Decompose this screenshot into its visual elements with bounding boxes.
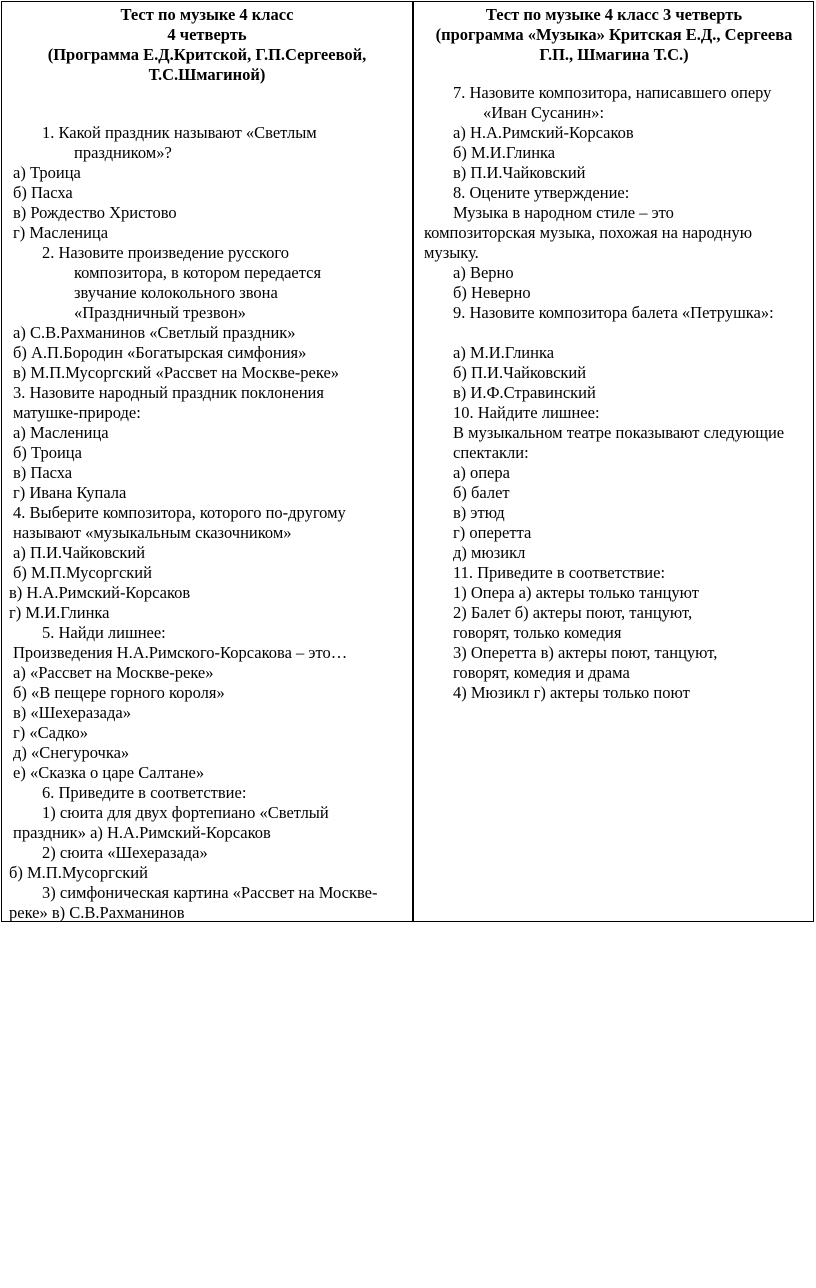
question-line: композиторская музыка, похожая на народную [424,223,753,242]
answer-option: г) М.И.Глинка [9,603,110,622]
question-7: 7. Назовите композитора, написавшего оперу [453,83,772,102]
answer-option: а) Троица [13,163,81,182]
answer-option: а) Масленица [13,423,109,442]
question-line: музыку. [424,243,479,262]
answer-option: б) А.П.Бородин «Богатырская симфония» [13,343,307,362]
question-line: называют «музыкальным сказочником» [13,523,292,542]
question-line: праздником»? [74,143,172,162]
answer-option: а) П.И.Чайковский [13,543,146,562]
answer-option: е) «Сказка о царе Салтане» [13,763,205,782]
answer-option: д) «Снегурочка» [13,743,130,762]
question-line: Музыка в народном стиле – это [453,203,674,222]
answer-option: в) П.И.Чайковский [453,163,586,182]
match-item: 4) Мюзикл г) актеры только поют [453,683,690,702]
answer-option: г) оперетта [453,523,532,542]
match-item: говорят, комедия и драма [453,663,630,682]
right-header-line: Г.П., Шмагина Т.С.) [539,45,689,64]
right-header-line: (программа «Музыка» Критская Е.Д., Сергеева [435,25,793,44]
answer-option: б) Неверно [453,283,531,302]
match-item: говорят, только комедия [453,623,622,642]
question-line: композитора, в котором передается [74,263,322,282]
answer-option: б) Троица [13,443,82,462]
answer-option: б) М.П.Мусоргский [13,563,152,582]
answer-option: в) И.Ф.Стравинский [453,383,596,402]
match-item: 2) Балет б) актеры поют, танцуют, [453,603,693,622]
question-5: 5. Найди лишнее: [42,623,166,642]
match-item: 3) Оперетта в) актеры поют, танцуют, [453,643,718,662]
question-line: «Иван Сусанин»: [483,103,605,122]
question-line: спектакли: [453,443,529,462]
answer-option: б) Пасха [13,183,73,202]
answer-option: а) опера [453,463,510,482]
answer-option: г) «Садко» [13,723,89,742]
match-item: 3) симфоническая картина «Рассвет на Москве- [42,883,378,902]
answer-option: в) Пасха [13,463,73,482]
test-table [1,1,814,922]
question-line: Произведения Н.А.Римского-Корсакова – это… [13,643,348,662]
match-item: праздник» а) Н.А.Римский-Корсаков [13,823,271,842]
question-line: звучание колокольного звона [74,283,278,302]
answer-option: а) С.В.Рахманинов «Светлый праздник» [13,323,296,342]
question-1: 1. Какой праздник называют «Светлым [42,123,317,142]
answer-option: б) М.И.Глинка [453,143,556,162]
match-item: 1) Опера а) актеры только танцуют [453,583,700,602]
answer-option: в) М.П.Мусоргский «Рассвет на Москве-реке» [13,363,340,382]
answer-option: б) балет [453,483,510,502]
match-item: 2) сюита «Шехеразада» [42,843,208,862]
question-4: 4. Выберите композитора, которого по-другому [13,503,346,522]
question-3: 3. Назовите народный праздник поклонения [13,383,324,402]
question-2: 2. Назовите произведение русского [42,243,289,262]
question-line: матушке-природе: [13,403,141,422]
match-item: 1) сюита для двух фортепиано «Светлый [42,803,329,822]
question-10: 10. Найдите лишнее: [453,403,600,422]
match-item: б) М.П.Мусоргский [9,863,148,882]
left-header-line: (Программа Е.Д.Критской, Г.П.Сергеевой, [47,45,367,64]
answer-option: а) М.И.Глинка [453,343,555,362]
question-line: «Праздничный трезвон» [74,303,246,322]
answer-option: в) этюд [453,503,505,522]
question-6: 6. Приведите в соответствие: [42,783,247,802]
answer-option: б) П.И.Чайковский [453,363,587,382]
left-header-line: Т.С.Шмагиной) [148,65,266,84]
column-divider [412,2,414,921]
answer-option: г) Масленица [13,223,109,242]
left-header-line: Тест по музыке 4 класс [120,5,294,24]
question-8: 8. Оцените утверждение: [453,183,630,202]
left-header-line: 4 четверть [167,25,247,44]
answer-option: д) мюзикл [453,543,526,562]
answer-option: а) «Рассвет на Москве-реке» [13,663,214,682]
answer-option: г) Ивана Купала [13,483,127,502]
question-line: В музыкальном театре показывают следующие [453,423,785,442]
answer-option: а) Верно [453,263,514,282]
answer-option: в) «Шехеразада» [13,703,131,722]
right-header-line: Тест по музыке 4 класс 3 четверть [485,5,743,24]
answer-option: в) Н.А.Римский-Корсаков [9,583,191,602]
match-item: реке» в) С.В.Рахманинов [9,903,185,922]
answer-option: в) Рождество Христово [13,203,177,222]
answer-option: б) «В пещере горного короля» [13,683,225,702]
question-11: 11. Приведите в соответствие: [453,563,666,582]
question-9: 9. Назовите композитора балета «Петрушка»: [453,303,774,322]
answer-option: а) Н.А.Римский-Корсаков [453,123,634,142]
